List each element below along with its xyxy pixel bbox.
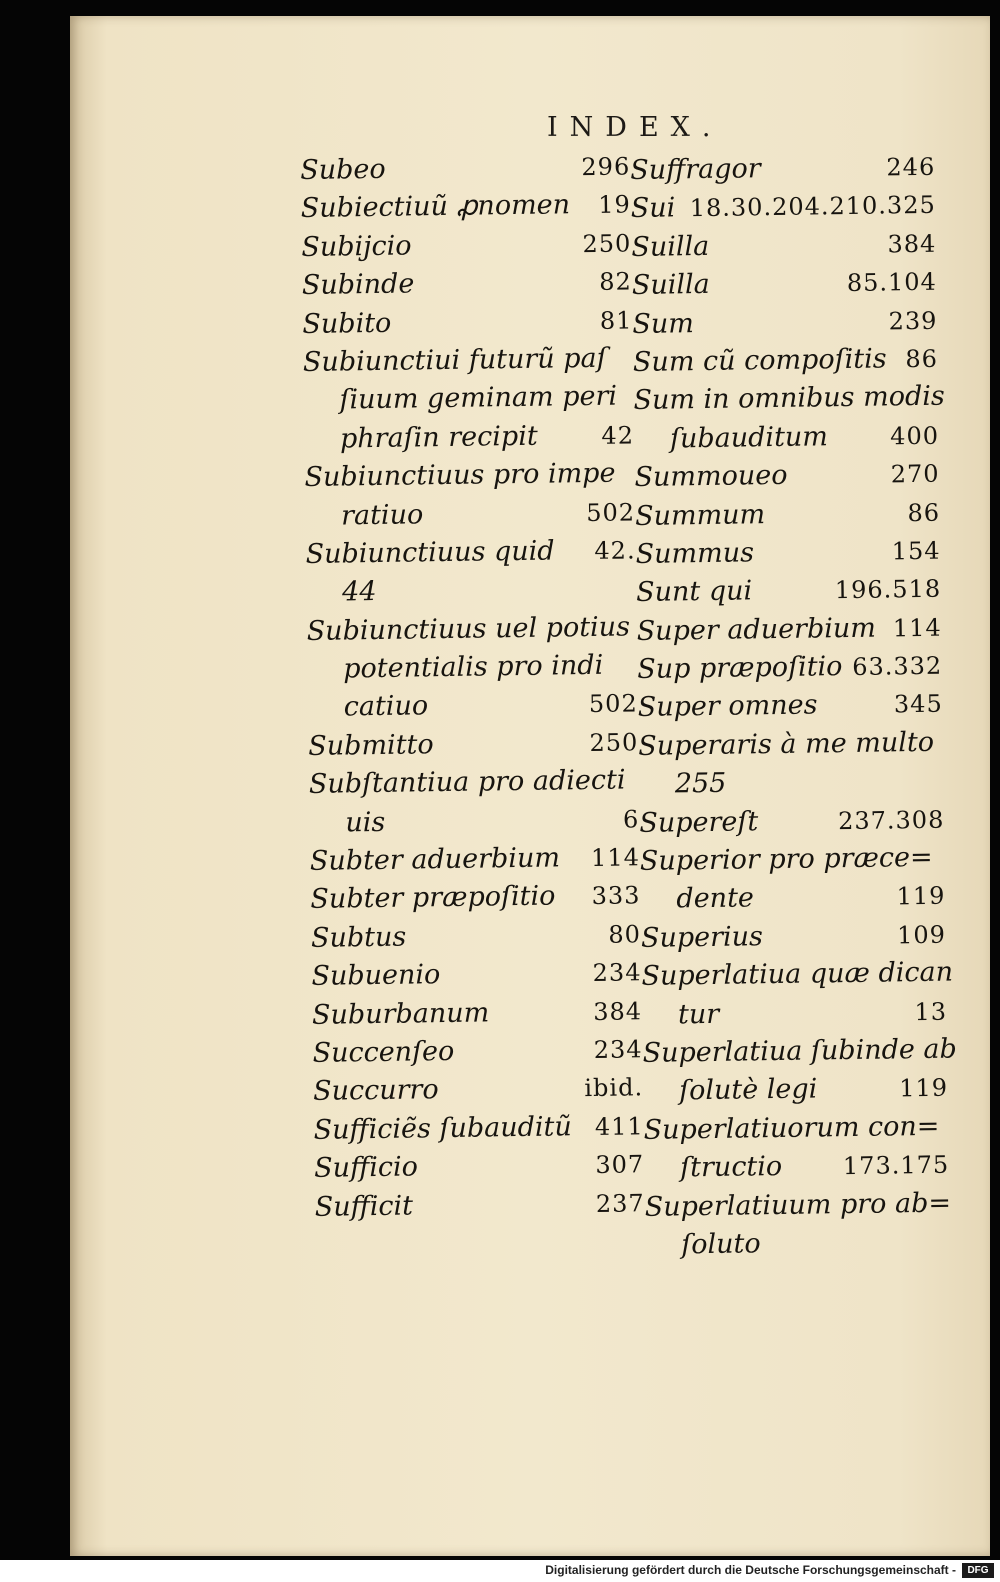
page-reference: 18.30.204.210.325: [689, 191, 936, 223]
index-term: 255: [674, 767, 727, 800]
index-term: phraſin recipit: [339, 420, 538, 455]
index-term: Superlatiuorum con=: [643, 1110, 940, 1146]
index-column-right: [630, 148, 958, 1265]
index-term: Sufficio: [313, 1151, 419, 1185]
index-term: Sufficit: [314, 1190, 414, 1223]
index-term: Summoueo: [634, 459, 788, 494]
index-entry: [305, 493, 636, 536]
page-reference: 411: [594, 1112, 644, 1141]
index-term: Sunt qui: [635, 575, 753, 609]
page-reference: 237.308: [837, 805, 945, 835]
index-entry: [644, 1184, 950, 1227]
index-term: Succenſeo: [312, 1035, 455, 1069]
index-entry: [307, 646, 638, 689]
page-reference: 196.518: [834, 574, 942, 605]
page-reference: 384: [593, 996, 643, 1026]
index-entry: [632, 263, 938, 306]
dfg-logo: DFG: [962, 1563, 994, 1578]
page-reference: 296: [581, 152, 631, 182]
index-entry: [630, 148, 936, 191]
running-head: INDEX.: [547, 112, 723, 143]
page-reference: 114: [590, 843, 641, 873]
index-term: ſolutè legi: [678, 1073, 818, 1107]
index-term: ſoluto: [681, 1228, 761, 1261]
index-entry: [633, 378, 945, 421]
index-entry: [302, 263, 633, 306]
index-entry: [640, 877, 946, 920]
index-entry: [312, 992, 643, 1035]
page-reference: 250: [582, 229, 632, 258]
index-entry: [310, 838, 641, 881]
page-reference: 63.332: [852, 651, 943, 682]
index-entry: [635, 532, 941, 575]
index-entry: [304, 416, 635, 459]
index-term: Summus: [635, 537, 755, 570]
index-entry: [303, 339, 634, 382]
index-entry: [636, 608, 942, 651]
page-reference: 502: [588, 689, 638, 719]
page-reference: 239: [888, 306, 938, 335]
index-entry: [304, 454, 635, 497]
index-entry: [642, 992, 948, 1035]
index-entry: [306, 570, 637, 613]
index-entry: [631, 186, 937, 229]
page-reference: 237: [595, 1188, 645, 1218]
index-term: Supereſt: [639, 805, 759, 839]
page-reference: 42: [601, 421, 635, 450]
page-reference: 119: [896, 882, 946, 911]
index-term: Superlatiuum pro ab=: [644, 1187, 952, 1223]
index-term: Subiunctiuus pro impe: [304, 457, 616, 494]
index-entry: [310, 877, 641, 920]
index-term: Superlatiua quæ dican: [641, 956, 954, 993]
index-term: Superlatiua ſubinde ab: [642, 1033, 958, 1069]
index-term: Subtus: [310, 921, 407, 954]
index-term: Suilla: [631, 269, 710, 302]
index-term: Suffragor: [630, 153, 761, 186]
index-entry: [308, 723, 639, 766]
index-term: ſtructio: [679, 1151, 783, 1184]
index-entry: [633, 340, 939, 383]
page-reference: 86: [905, 344, 939, 374]
index-entry: [301, 186, 632, 229]
index-entry: [639, 800, 945, 843]
page-reference: 114: [892, 613, 942, 643]
index-term: Subiectiuũ ꝓnomen: [300, 189, 571, 225]
index-term: Superior pro præce=: [639, 841, 933, 877]
index-entry: [644, 1146, 950, 1189]
index-entry: [638, 724, 944, 767]
index-term: Subiunctiuus quid: [305, 535, 555, 570]
index-entry: [634, 416, 940, 459]
index-entry: [632, 301, 938, 344]
index-term: Subiunctiui futurũ paſ: [302, 342, 607, 378]
index-term: tur: [677, 998, 720, 1031]
index-entry: [639, 762, 945, 805]
index-term: ſiuum geminam peri: [339, 380, 618, 416]
index-term: Suburbanum: [311, 997, 490, 1031]
index-entry: [309, 762, 640, 805]
index-entry: [311, 954, 642, 997]
index-entry: [300, 147, 631, 190]
index-entry: [631, 225, 937, 268]
index-term: Succurro: [312, 1074, 439, 1108]
index-term: Super omnes: [637, 689, 818, 724]
page-reference: 345: [893, 690, 943, 719]
page-reference: 81: [599, 305, 633, 335]
index-term: Subuenio: [311, 959, 441, 993]
index-entry: [638, 685, 944, 728]
index-term: Subſtantiua pro adiecti: [308, 764, 626, 801]
footer-bar: [0, 1560, 1000, 1582]
index-term: Subter præpoſitio: [310, 880, 556, 916]
index-entry: [308, 685, 639, 728]
index-entry: [303, 378, 634, 421]
index-entry: [302, 301, 633, 344]
index-entry: [314, 1184, 645, 1227]
index-entry: [301, 224, 632, 267]
index-term: Subeo: [300, 153, 386, 186]
page-reference: 333: [591, 881, 641, 911]
index-entry: [309, 800, 640, 843]
index-term: Sum in omnibus modis: [633, 380, 945, 417]
index-entry: [311, 915, 642, 958]
index-entry: [306, 608, 637, 651]
index-term: Superaris à me multo: [638, 726, 935, 762]
index-entry: [637, 647, 943, 690]
index-term: Subinde: [301, 268, 415, 302]
index-entry: [643, 1069, 949, 1112]
index-term: Sui: [630, 192, 676, 225]
index-entry: [640, 839, 946, 882]
page-reference: 86: [907, 498, 941, 527]
index-term: uis: [345, 806, 386, 839]
page-reference: ibid.: [584, 1073, 644, 1103]
page-reference: 109: [896, 920, 947, 950]
index-term: Summum: [634, 498, 766, 532]
page-reference: 400: [889, 421, 940, 451]
page-reference: 307: [595, 1150, 645, 1180]
page-reference: 19: [598, 190, 631, 220]
index-term: Subter aduerbium: [309, 842, 561, 877]
page-reference: 173.175: [842, 1150, 950, 1181]
index-entry: [642, 1031, 958, 1074]
index-entry: [645, 1223, 951, 1266]
index-term: Subito: [302, 307, 392, 340]
index-entry: [313, 1069, 644, 1112]
page-reference: 234: [592, 958, 642, 988]
index-term: ſubauditum: [669, 421, 829, 455]
page-reference: 80: [608, 920, 642, 949]
index-term: ratiuo: [340, 498, 424, 531]
index-term: potentialis pro indi: [343, 649, 604, 685]
index-term: Suilla: [631, 230, 710, 263]
index-entry: [641, 915, 947, 958]
index-column-left: [300, 147, 645, 1226]
index-term: Subijcio: [301, 230, 412, 263]
page-reference: 82: [599, 267, 633, 297]
index-term: Sum: [632, 307, 695, 340]
index-entry: [635, 493, 941, 536]
page-reference: 42.: [594, 536, 636, 565]
index-entry: [313, 1107, 644, 1150]
index-term: Superius: [640, 921, 764, 954]
index-entry: [305, 531, 636, 574]
index-entry: [636, 570, 942, 613]
index-term: Subiunctiuus uel potius: [306, 611, 631, 647]
page-reference: 270: [890, 459, 940, 489]
page-reference: 250: [589, 728, 639, 757]
index-term: 44: [341, 576, 377, 608]
index-entry: [641, 954, 954, 997]
index-term: Submitto: [308, 729, 434, 762]
index-term: catiuo: [343, 690, 429, 723]
page-reference: 85.104: [846, 267, 938, 298]
footer-credit: Digitalisierung gefördert durch die Deutsche Forschungsgemeinschaft -: [545, 1563, 956, 1577]
page-reference: 384: [887, 229, 937, 259]
index-entry: [314, 1145, 645, 1188]
page-reference: 6: [622, 804, 640, 834]
index-term: Sup præpoſitio: [637, 651, 843, 686]
page-reference: 119: [899, 1074, 949, 1103]
page-reference: 502: [586, 497, 636, 527]
page-reference: 246: [886, 152, 936, 182]
index-term: Sufficiẽs ſubauditũ: [313, 1111, 572, 1146]
index-entry: [643, 1107, 949, 1150]
page-reference: 154: [891, 536, 941, 566]
index-term: Sum cũ compoſitis: [632, 343, 887, 378]
page-reference: 13: [914, 997, 948, 1026]
index-term: Super aduerbium: [636, 612, 877, 647]
index-entry: [312, 1030, 643, 1073]
index-entry: [634, 455, 940, 498]
index-term: dente: [676, 882, 755, 915]
page-reference: 234: [593, 1035, 643, 1064]
